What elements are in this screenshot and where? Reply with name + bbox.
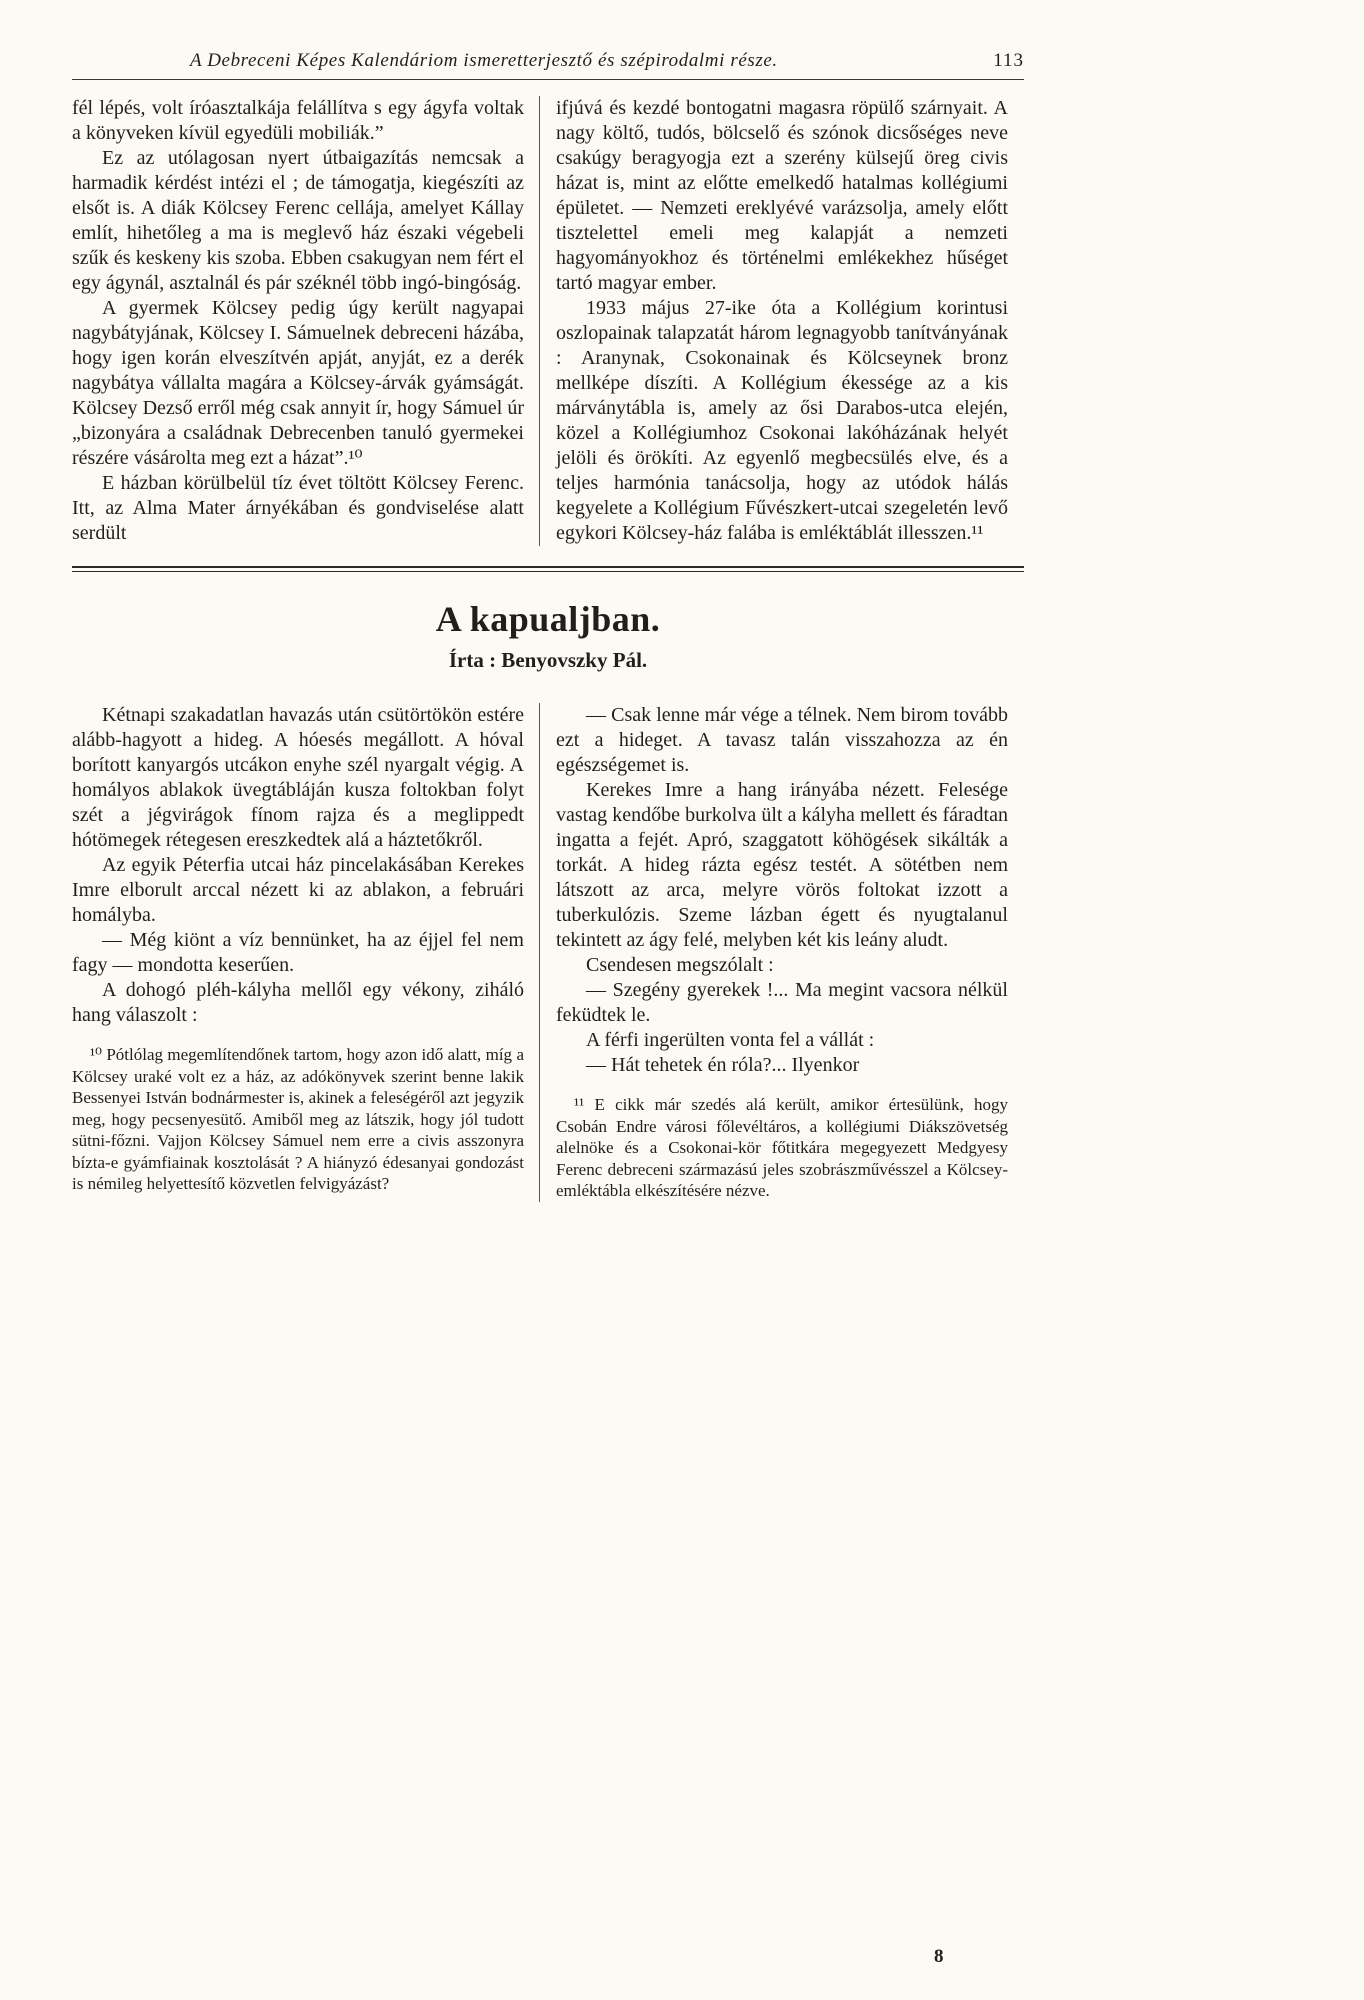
paragraph: Csendesen megszólalt : <box>586 954 774 976</box>
paragraph: A dohogó pléh-kályha mellől egy vékony, ziháló hang válaszolt : <box>72 979 524 1026</box>
paragraph: Az egyik Péterfia utcai ház pincelakásában Kerekes Imre elborult arccal nézett ki az ablakon, a februári homályba. <box>72 854 524 926</box>
page-number: 113 <box>993 50 1024 71</box>
article2-left-column <box>72 703 539 1202</box>
paragraph: 1933 május 27-ike óta a Kollégium korintusi oszlopainak talapzatát három legnagyobb tanítványának : Aranynak, Csokonainak és Kölcseynek bronz mellképe díszíti. A Kollégium ékessége az a kis márványtábla is, amely az ősi Darabos-utca elején, közel a Kollégiumhoz Csokonai lakóházának helyét jelöli és örökíti. Az egyenlő megbecsülés elve, és a teljes harmónia tanácsolja, hogy az utódok hálás kegyelete a Kollégium Fűvészkert-utcai szegeletén levő egykori Kölcsey-ház falába is emléktáblát illesszen.¹¹ <box>556 297 1008 544</box>
footnote-11: ¹¹ E cikk már szedés alá került, amikor értesülünk, hogy Csobán Endre városi főlevéltáros, a kollégiumi Diákszövetség alelnöke és a Csokonai-kör főtitkára megegyezett Medgyesy Ferenc debreceni származású jeles szobrászművésszel a Kölcsey-emléktábla elkészítésére nézve. <box>556 1095 1008 1200</box>
running-head-title: A Debreceni Képes Kalendáriom ismeretterjesztő és szépirodalmi része. <box>190 50 778 71</box>
paragraph: — Szegény gyerekek !... Ma megint vacsora nélkül feküdtek le. <box>556 979 1008 1026</box>
running-head <box>72 50 1024 80</box>
book-page <box>72 50 1024 1202</box>
section-separator-rule <box>72 566 1024 572</box>
paragraph: — Még kiönt a víz bennünket, ha az éjjel fel nem fagy — mondotta keserűen. <box>72 929 524 976</box>
footnote-10: ¹⁰ Pótlólag megemlítendőnek tartom, hogy azon idő alatt, míg a Kölcsey uraké volt ez a ház, az adókönyvek szerint benne lakik Bessenyei István bodnármester is, akinek a feleségéről azt jegyzik meg, hogy pecsenyesütő. Amiből meg az látszik, hogy jól tudott sütni-főzni. Vajjon Kölcsey Sámuel nem erre a civis asszonyra bízta-e gyámfiainak kosztolását ? A hiányzó édesanyai gondozást is némileg helyettesítő közvetlen felvigyázást? <box>72 1045 524 1193</box>
paragraph: A férfi ingerülten vonta fel a vállát : <box>586 1029 875 1051</box>
article1-columns <box>72 96 1024 546</box>
paragraph: — Csak lenne már vége a télnek. Nem birom tovább ezt a hideget. A tavasz talán visszahozza az én egészségemet is. <box>556 704 1008 776</box>
paragraph: — Hát tehetek én róla?... Ilyenkor <box>586 1054 860 1076</box>
paragraph: Kétnapi szakadatlan havazás után csütörtökön estére alább-hagyott a hideg. A hóesés megállott. A hóval borított kanyargós utcákon enyhe szél nyargalt végig. A homályos ablakok üvegtábláján kusza foltokban folyt szét a jégvirágok fínom rajza és a meglippedt hótömegek rétegesen ereszkedtek alá a háztetőkről. <box>72 704 524 851</box>
article2-columns <box>72 703 1024 1202</box>
signature-mark: 8 <box>934 1946 944 1967</box>
paragraph: Ez az utólagosan nyert útbaigazítás nemcsak a harmadik kérdést intézi el ; de támogatja, kiegészíti az elsőt is. A diák Kölcsey Ferenc cellája, amelyet Kállay említ, hihetőleg a ma is meglevő ház északi végebeli szűk és keskeny kis szoba. Ebben csakugyan nem fért el egy ágynál, asztalnál és pár széknél több ingó-bingóság. <box>72 147 524 294</box>
paragraph: Kerekes Imre a hang irányába nézett. Felesége vastag kendőbe burkolva ült a kályha mellett és fáradtan ingatta a fejét. Apró, szaggatott köhögések sikálták a torkát. A hideg rázta egész testét. A sötétben nem látszott az arca, melyre vörös foltokat izzott a tuberkulózis. Szeme lázban égett és nyugtalanul tekintett az ágy felé, melyben két kis leány aludt. <box>556 779 1008 951</box>
story-byline: Írta : Benyovszky Pál. <box>448 648 648 672</box>
article2-right-column <box>540 703 1008 1202</box>
article1-left-column <box>72 96 539 546</box>
paragraph: ifjúvá és kezdé bontogatni magasra röpülő szárnyait. A nagy költő, tudós, bölcselő és szónok dicsőséges neve csakúgy beragyogja ezt a szerény külsejű öreg civis házat is, mint az előtte emelkedő hatalmas kollégiumi épületet. — Nemzeti ereklyévé varázsolja, amely előtt tisztelettel emeli meg kalapját a nemzeti hagyományokhoz és történelmi emlékekhez hűséget tartó magyar ember. <box>556 97 1008 294</box>
story-title: A kapualjban. <box>435 599 661 639</box>
paragraph: A gyermek Kölcsey pedig úgy került nagyapai nagybátyjának, Kölcsey I. Sámuelnek debreceni házába, hogy igen korán elveszítvén apját, anyját, ez a derék nagybátya vállalta magára a Kölcsey-árvák gyámságát. Kölcsey Dezső erről még csak annyit ír, hogy Sámuel úr „bizonyára a családnak Debrecenben tanuló gyermekei részére vásárolta meg ezt a házat”.¹⁰ <box>72 297 524 469</box>
paragraph: fél lépés, volt íróasztalkája felállítva s egy ágyfa voltak a könyveken kívül egyedüli mobiliák.” <box>72 97 524 144</box>
article1-right-column <box>540 96 1008 546</box>
paragraph: E házban körülbelül tíz évet töltött Kölcsey Ferenc. Itt, az Alma Mater árnyékában és gondviselése alatt serdült <box>72 472 524 544</box>
